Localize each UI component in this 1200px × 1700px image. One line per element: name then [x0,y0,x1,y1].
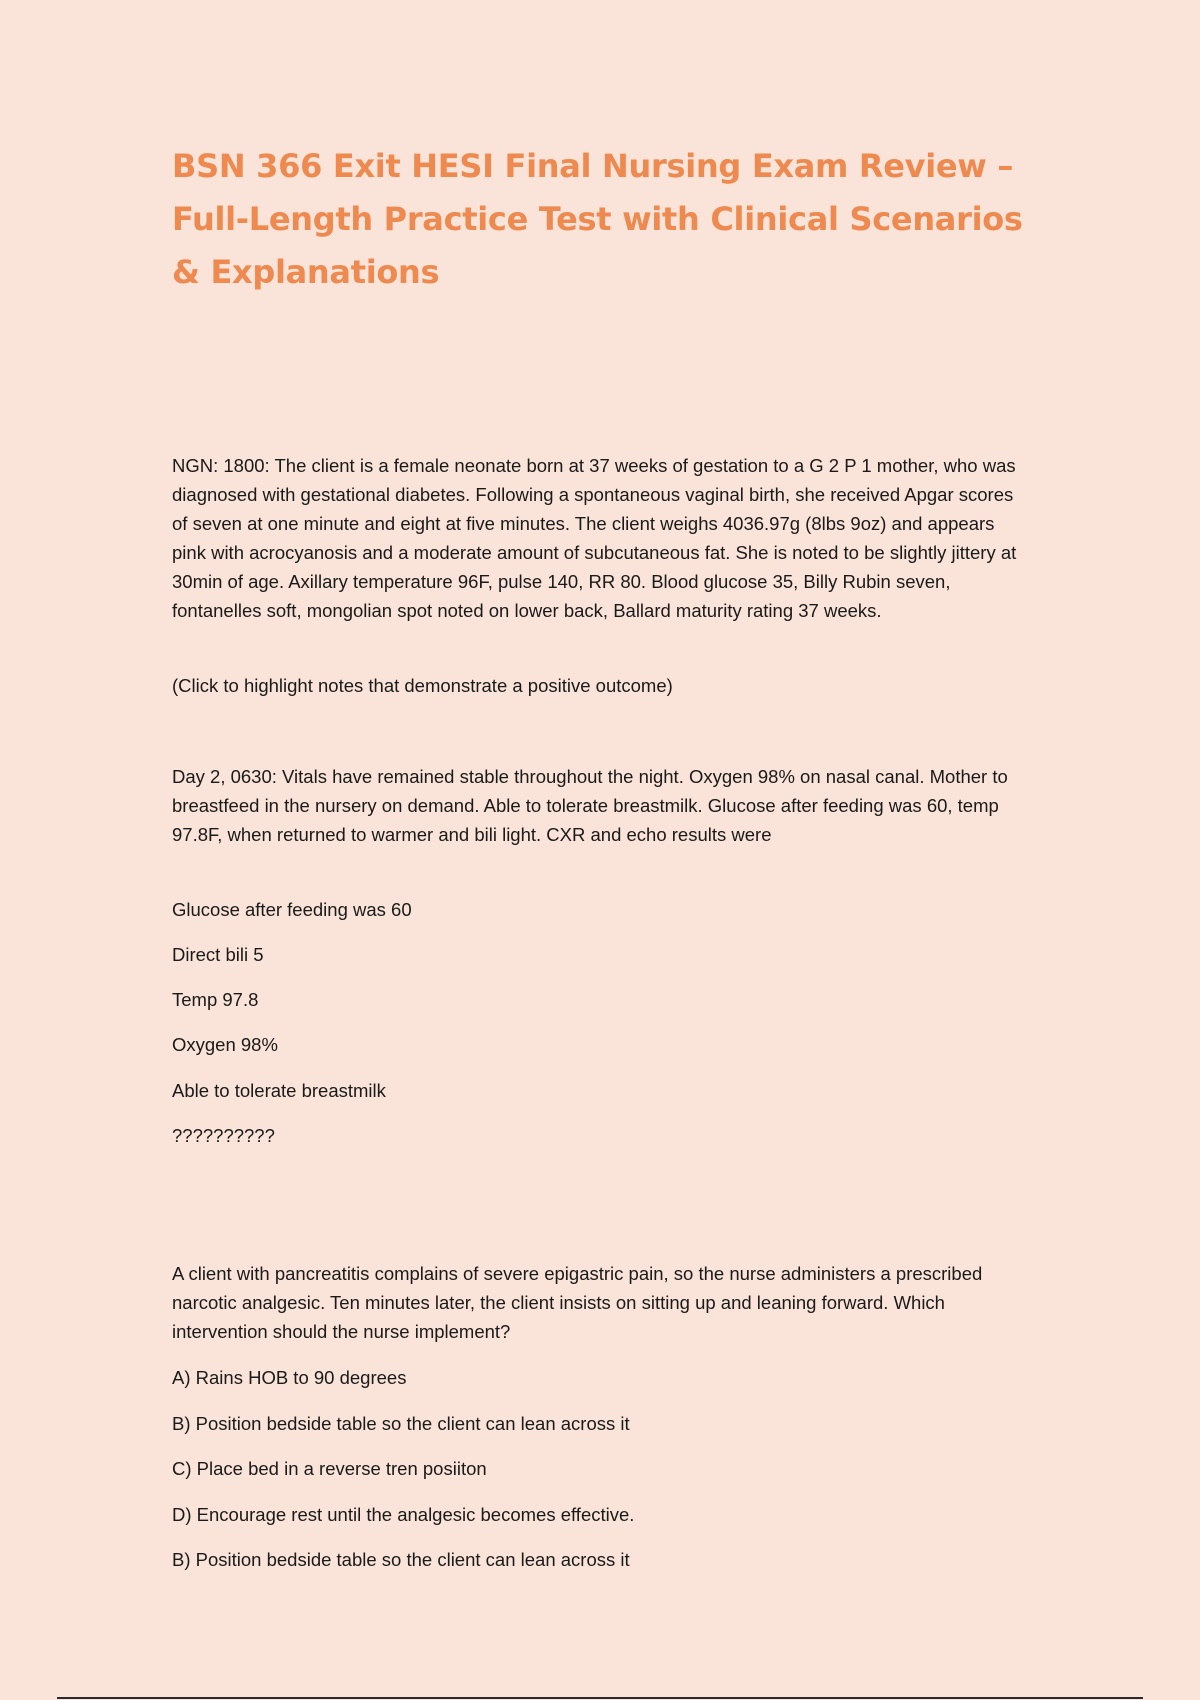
scenario-day2: Day 2, 0630: Vitals have remained stable throughout the night. Oxygen 98% on nasal canal. Mother to breastfeed in the nursery on demand. Able to tolerate breastmilk. Glucose after feeding was 60, temp 97.8F, when returned to warmer and bili light. CXR and echo results were [172,766,1008,845]
option-b: B) Position bedside table so the client can lean across it [172,1413,630,1434]
answer-item[interactable]: Direct bili 5 [172,944,264,965]
scenario-instruction: (Click to highlight notes that demonstrate a positive outcome) [172,675,673,696]
option-c: C) Place bed in a reverse tren posiiton [172,1458,487,1479]
answer-item[interactable]: Able to tolerate breastmilk [172,1080,386,1101]
answer-item[interactable]: Oxygen 98% [172,1034,278,1055]
footer-divider [57,1697,1143,1699]
option-a: A) Rains HOB to 90 degrees [172,1367,407,1388]
document-title: BSN 366 Exit HESI Final Nursing Exam Review – Full-Length Practice Test with Clinical Scenarios & Explanations [172,147,1023,291]
answer-item[interactable]: ?????????? [172,1125,275,1146]
option-d: D) Encourage rest until the analgesic becomes effective. [172,1504,635,1525]
question-stem: A client with pancreatitis complains of severe epigastric pain, so the nurse administers a prescribed narcotic analgesic. Ten minutes later, the client insists on sitting up and leaning forward. Which intervention should the nurse implement? [172,1263,983,1342]
answer-text: B) Position bedside table so the client can lean across it [172,1549,630,1570]
answer-item[interactable]: Glucose after feeding was 60 [172,899,412,920]
scenario-intro: NGN: 1800: The client is a female neonate born at 37 weeks of gestation to a G 2 P 1 mother, who was diagnosed with gestational diabetes. Following a spontaneous vaginal birth, she received Apgar scores of seven at one minute and eight at five minutes. The client weighs 4036.97g (8lbs 9oz) and appears pink with acrocyanosis and a moderate amount of subcutaneous fat. She is noted to be slightly jittery at 30min of age. Axillary temperature 96F, pulse 140, RR 80. Blood glucose 35, Billy Rubin seven, fontanelles soft, mongolian spot noted on lower back, Ballard maturity rating 37 weeks. [172,455,1017,621]
answer-item[interactable]: Temp 97.8 [172,989,259,1010]
